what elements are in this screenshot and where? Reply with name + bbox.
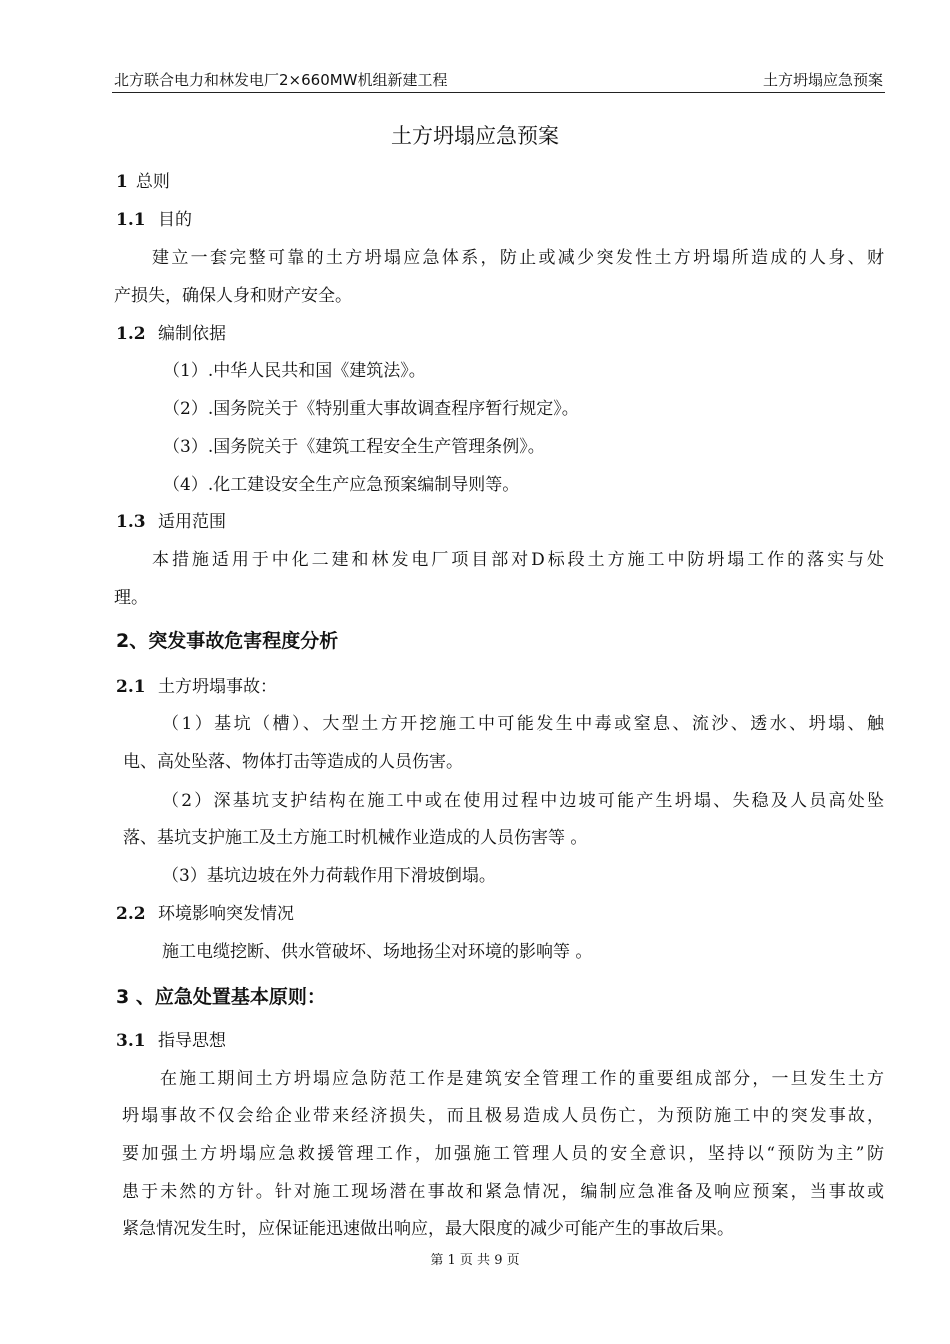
basis-item: （3）.国务院关于《建筑工程安全生产管理条例》。	[163, 437, 545, 457]
section-title: 指导思想	[158, 1031, 226, 1051]
section-3-heading: 3 、应急处置基本原则：	[116, 986, 326, 1008]
header-project-name: 北方联合电力和林发电厂2×660MW机组新建工程	[114, 71, 448, 89]
guiding-text: 在施工期间土方坍塌应急防范工作是建筑安全管理工作的重要组成部分，一旦发生土方	[160, 1069, 884, 1089]
section-title: 编制依据	[158, 324, 226, 344]
section-title: 环境影响突发情况	[158, 904, 294, 924]
scope-line-1	[114, 548, 884, 572]
document-title: 土方坍塌应急预案	[391, 124, 559, 148]
scope-text: 本措施适用于中化二建和林发电厂项目部对D标段土方施工中防坍塌工作的落实与处	[152, 550, 884, 570]
guiding-line-2	[122, 1104, 884, 1128]
hazard-item-2-line-1	[114, 789, 884, 813]
section-number: 1.3	[116, 512, 146, 532]
page-footer: 第 1 页 共 9 页	[430, 1253, 520, 1268]
section-title: 目的	[158, 210, 192, 230]
section-number: 2.2	[116, 904, 146, 924]
section-1-3-heading	[116, 510, 226, 534]
section-title: 适用范围	[158, 512, 226, 532]
guiding-line-3	[122, 1142, 884, 1166]
purpose-text: 建立一套完整可靠的土方坍塌应急体系，防止或减少突发性土方坍塌所造成的人身、财	[152, 248, 884, 268]
section-3-1-heading	[116, 1029, 226, 1053]
section-number: 1.2	[116, 324, 146, 344]
section-number: 3.1	[116, 1031, 146, 1051]
section-number: 1	[116, 172, 128, 192]
guiding-line-1	[122, 1067, 884, 1091]
section-1-1-heading	[116, 208, 192, 232]
section-1-2-heading	[116, 322, 226, 346]
guiding-line-5: 紧急情况发生时，应保证能迅速做出响应，最大限度的减少可能产生的事故后果。	[122, 1219, 734, 1239]
hazard-item-1-line-1	[114, 712, 884, 736]
hazard-text: （2）深基坑支护结构在施工中或在使用过程中边坡可能产生坍塌、失稳及人员高处坠	[162, 791, 884, 811]
section-2-2-heading	[116, 902, 294, 926]
section-1-heading	[116, 170, 170, 194]
header-document-name: 土方坍塌应急预案	[762, 71, 883, 89]
basis-item: （4）.化工建设安全生产应急预案编制导则等。	[163, 475, 520, 495]
guiding-text: 患于未然的方针。针对施工现场潜在事故和紧急情况，编制应急准备及响应预案，当事故或	[122, 1182, 884, 1202]
section-title: 总则	[135, 172, 170, 192]
basis-item: （2）.国务院关于《特别重大事故调查程序暂行规定》。	[163, 399, 579, 419]
basis-item: （1）.中华人民共和国《建筑法》。	[163, 361, 426, 381]
section-2-heading: 2、突发事故危害程度分析	[116, 630, 339, 652]
guiding-line-4	[122, 1180, 884, 1204]
section-number: 1.1	[116, 210, 146, 230]
hazard-item-1-line-2: 电、高处坠落、物体打击等造成的人员伤害。	[123, 752, 463, 772]
purpose-line-2: 产损失，确保人身和财产安全。	[114, 286, 352, 306]
hazard-item-2-line-2: 落、基坑支护施工及土方施工时机械作业造成的人员伤害等 。	[123, 828, 588, 848]
hazard-text: （1）基坑（槽）、大型土方开挖施工中可能发生中毒或窒息、流沙、透水、坍塌、触	[162, 714, 884, 734]
guiding-text: 坍塌事故不仅会给企业带来经济损失，而且极易造成人员伤亡，为预防施工中的突发事故，	[122, 1106, 884, 1126]
page-header	[112, 66, 885, 93]
environment-impact-text: 施工电缆挖断、供水管破坏、场地扬尘对环境的影响等 。	[162, 942, 593, 962]
section-2-1-heading	[116, 675, 277, 699]
purpose-line-1	[114, 246, 884, 270]
section-title: 土方坍塌事故：	[158, 677, 277, 697]
guiding-text: 要加强土方坍塌应急救援管理工作，加强施工管理人员的安全意识，坚持以“预防为主”防	[122, 1144, 884, 1164]
scope-line-2: 理。	[114, 588, 148, 608]
section-number: 2.1	[116, 677, 146, 697]
hazard-item-3: （3）基坑边坡在外力荷载作用下滑坡倒塌。	[162, 866, 496, 886]
